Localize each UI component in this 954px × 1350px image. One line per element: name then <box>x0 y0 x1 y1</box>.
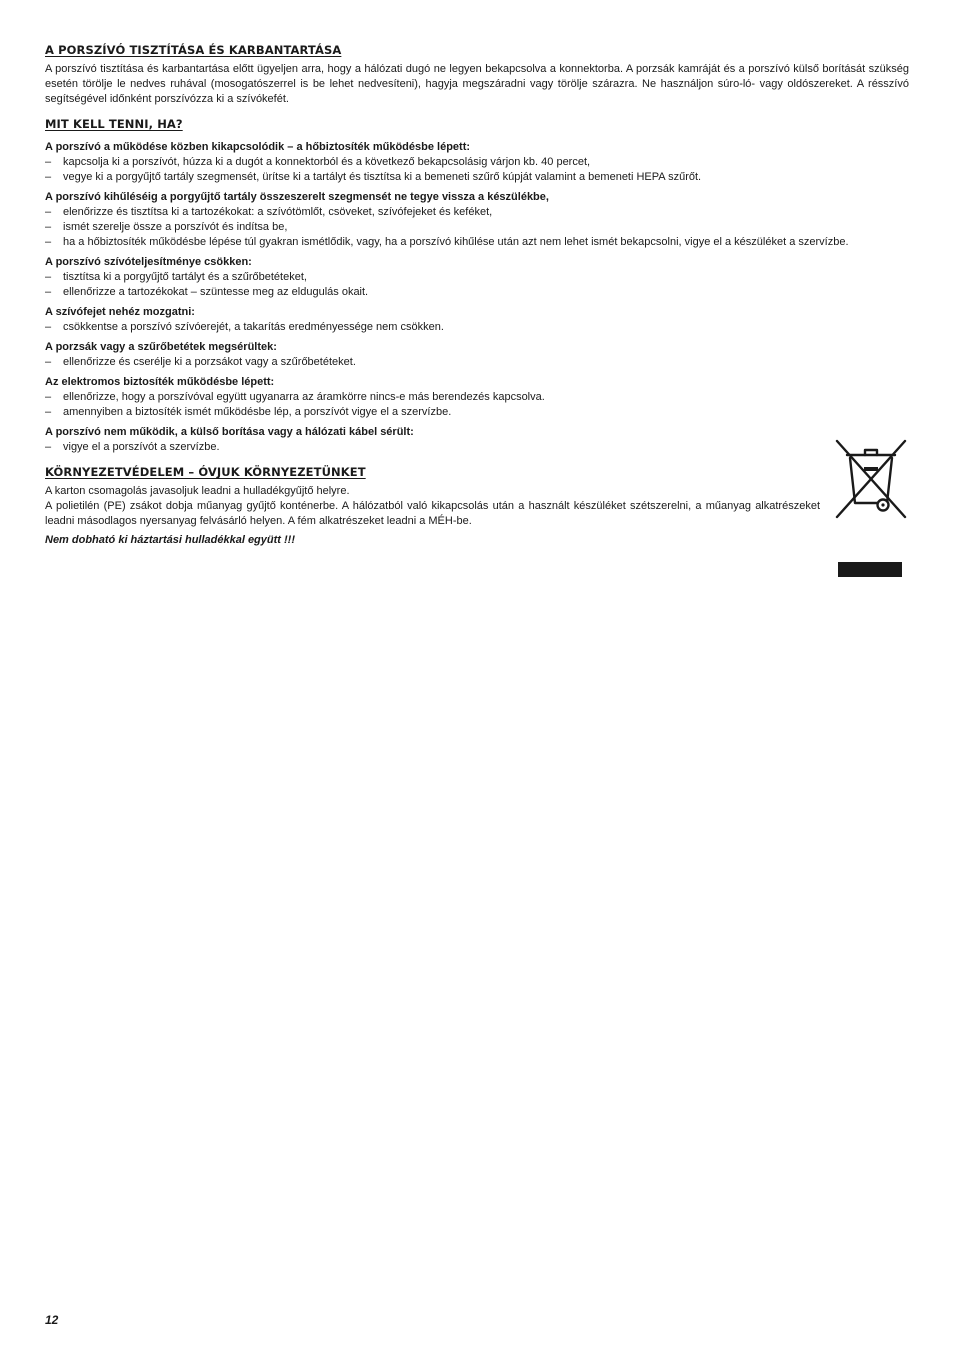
document-page <box>45 43 909 548</box>
trouble-item-title: A porzsák vagy a szűrőbetétek megsérültek: <box>45 341 277 353</box>
trouble-item-title: A porszívó nem működik, a külső borítása vagy a hálózati kábel sérült: <box>45 426 414 438</box>
cleaning-section <box>45 43 909 107</box>
trouble-item-list <box>45 320 909 335</box>
trouble-item <box>45 255 909 300</box>
trouble-item-title: A porszívó a működése közben kikapcsolódik – a hőbiztosíték működésbe lépett: <box>45 141 471 153</box>
trouble-item-list <box>45 155 909 185</box>
list-item: – ellenőrizze és cserélje ki a porzsákot vagy a szűrőbetéteket. <box>45 355 909 370</box>
list-item: – vegye ki a porgyűjtő tartály szegmensét, ürítse ki a tartályt és tisztítsa ki a bemeneti szűrő kúpját valamint a bemeneti HEPA szűrőt. <box>45 170 909 185</box>
list-item: – csökkentse a porszívó szívóerejét, a takarítás eredményessége nem csökken. <box>45 320 909 335</box>
trouble-item <box>45 140 909 185</box>
environment-note: Nem dobható ki háztartási hulladékkal együtt !!! <box>45 534 295 546</box>
page-number: 12 <box>45 1313 59 1327</box>
troubleshooting-section <box>45 117 909 455</box>
environment-heading: KÖRNYEZETVÉDELEM – ÓVJUK KÖRNYEZETÜNKET <box>45 465 366 479</box>
trouble-item-list <box>45 270 909 300</box>
list-item: – elenőrizze és tisztítsa ki a tartozékokat: a szívótömlőt, csöveket, szívófejeket és keféket, <box>45 205 909 220</box>
cleaning-heading: A PORSZÍVÓ TISZTÍTÁSA ÉS KARBANTARTÁSA <box>45 43 342 57</box>
trouble-item-title: Az elektromos biztosíték működésbe lépett: <box>45 376 275 388</box>
trouble-item-title: A szívófejet nehéz mozgatni: <box>45 306 195 318</box>
list-item: – ha a hőbiztosíték működésbe lépése túl gyakran ismétlődik, vagy, ha a porszívó kihűlése után azt nem lehet ismét bekapcsolni, vigye el a készüléket a szervízbe. <box>45 235 909 250</box>
list-item: – amennyiben a biztosíték ismét működésbe lép, a porszívót vigye el a szervízbe. <box>45 405 909 420</box>
trouble-item <box>45 340 909 370</box>
trouble-item-title: A porszívó szívóteljesítménye csökken: <box>45 256 252 268</box>
trouble-item-list <box>45 390 909 420</box>
trouble-item-list <box>45 355 909 370</box>
list-item: – vigye el a porszívót a szervízbe. <box>45 440 909 455</box>
trouble-item-list <box>45 440 909 455</box>
trouble-item <box>45 305 909 335</box>
trouble-item <box>45 190 909 250</box>
environment-line-1: A karton csomagolás javasoljuk leadni a hulladékgyűjtő helyre. <box>45 485 350 497</box>
list-item: – ellenőrizze a tartozékokat – szüntesse meg az eldugulás okait. <box>45 285 909 300</box>
list-item: – kapcsolja ki a porszívót, húzza ki a dugót a konnektorból és a következő bekapcsolásig várjon kb. 40 percet, <box>45 155 909 170</box>
weee-black-bar <box>838 562 902 577</box>
environment-line-2: A polietilén (PE) zsákot dobja műanyag gyűjtő konténerbe. A hálózatból való kikapcsolás után a használt készüléket szétszerelni, a műanyag alkatrészeket leadni másodlagos nyersanyag felvásárló helyen. A fém alkatrészeket leadni a MÉH-be. <box>45 500 820 527</box>
environment-section <box>45 465 909 548</box>
cleaning-text: A porszívó tisztítása és karbantartása előtt ügyeljen arra, hogy a hálózati dugó ne legyen bekapcsolva a konnektorba. A porzsák kamráját és a porszívó külső borítását szükség esetén törölje le nedves ruhával (mosogatószerrel is be lehet nedvesíteni), hagyja megszáradni vagy törölje szárazra. Ne használjon súro-ló- vagy oldószereket. A résszívó segítségével időnként porszívózza ki a szívókefét. <box>45 63 909 105</box>
trouble-item-list <box>45 205 909 250</box>
list-item: – tisztítsa ki a porgyűjtő tartályt és a szűrőbetéteket, <box>45 270 909 285</box>
troubleshooting-heading: MIT KELL TENNI, HA? <box>45 117 183 131</box>
trouble-item-title: A porszívó kihűléséig a porgyűjtő tartály összeszerelt szegmensét ne tegye vissza a készülékbe, <box>45 191 549 203</box>
trouble-item <box>45 425 909 455</box>
trouble-item <box>45 375 909 420</box>
crossed-out-wheelie-bin-icon <box>833 437 909 549</box>
list-item: – ismét szerelje össze a porszívót és indítsa be, <box>45 220 909 235</box>
list-item: – ellenőrizze, hogy a porszívóval együtt ugyanarra az áramkörre nincs-e más berendezés kapcsolva. <box>45 390 909 405</box>
